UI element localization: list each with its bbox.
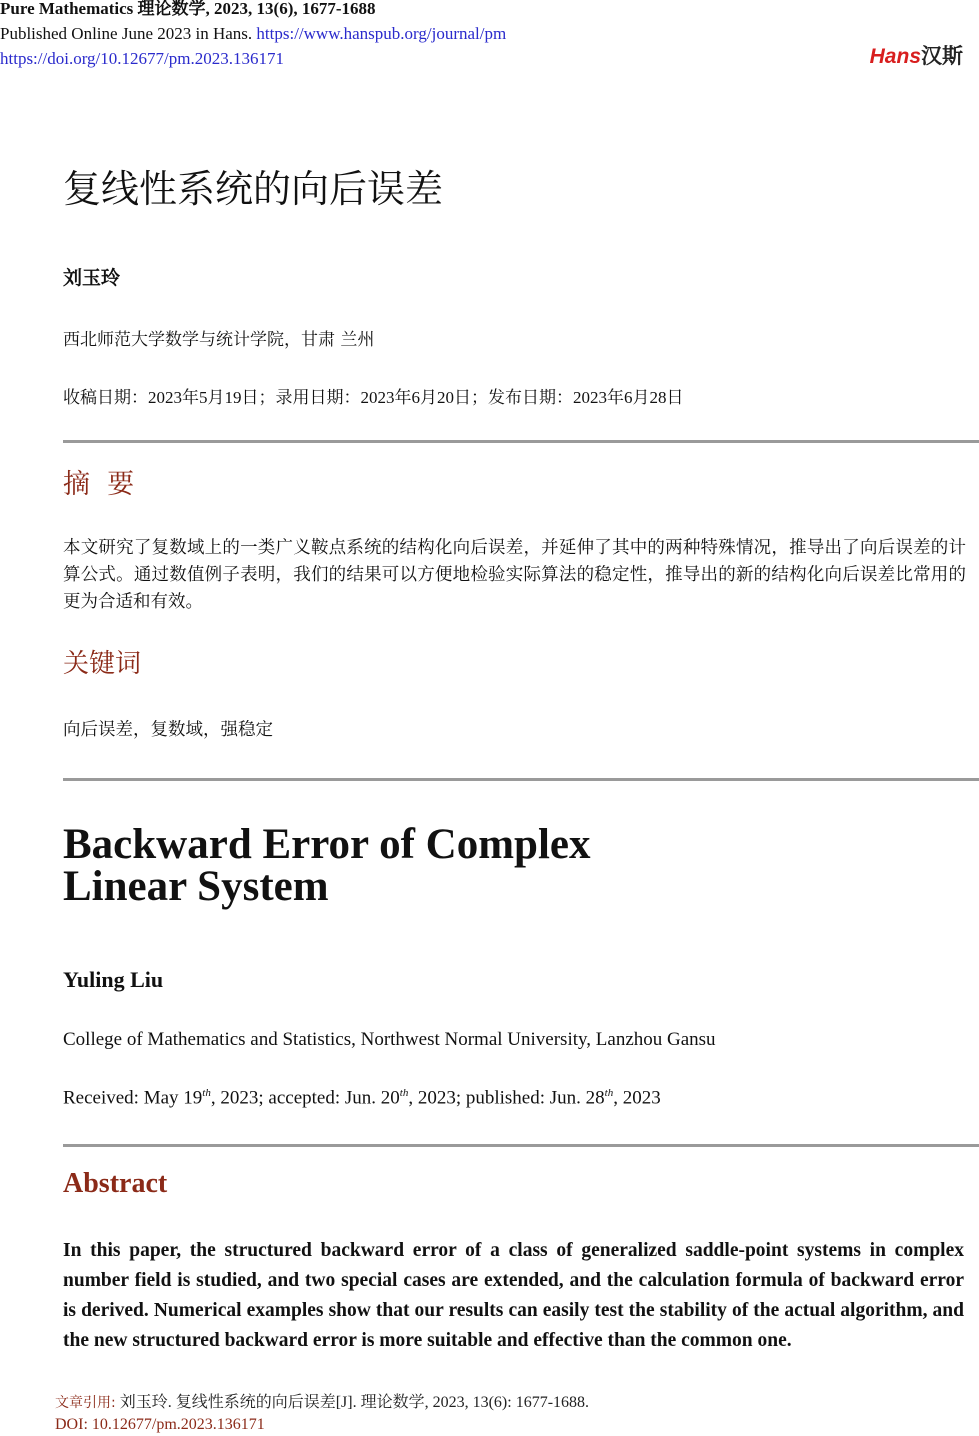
published-date: , 2023; published: Jun. 28	[408, 1087, 605, 1109]
chinese-abstract-heading: 摘 要	[63, 469, 135, 500]
year: , 2023	[613, 1087, 661, 1109]
english-author: Yuling Liu	[63, 967, 164, 992]
logo-latin: Hans	[869, 45, 921, 68]
logo-cjk: 汉斯	[921, 44, 963, 68]
keywords-heading: 关键词	[63, 649, 142, 679]
chinese-keywords: 向后误差，复数域，强稳定	[63, 720, 273, 740]
divider	[63, 440, 979, 443]
english-title	[63, 821, 591, 910]
title-line: Linear System	[63, 863, 329, 910]
received-date: Received: May 19	[63, 1087, 203, 1109]
sup: th	[604, 1087, 614, 1099]
published-text: Published Online June 2023 in Hans.	[0, 24, 253, 43]
chinese-affiliation: 西北师范大学数学与统计学院，甘肃 兰州	[63, 330, 375, 350]
chinese-author: 刘玉玲	[63, 267, 121, 289]
citation-footer	[55, 1392, 589, 1435]
published-line	[0, 22, 506, 46]
journal-link[interactable]: https://www.hanspub.org/journal/pm	[256, 24, 507, 43]
divider	[63, 1144, 979, 1147]
english-affiliation: College of Mathematics and Statistics, Northwest Normal University, Lanzhou Gansu	[63, 1029, 716, 1050]
sup: th	[399, 1087, 409, 1099]
abstract-heading: Abstract	[63, 1168, 168, 1199]
journal-info: Pure Mathematics 理论数学, 2023, 13(6), 1677-1688	[0, 0, 376, 18]
divider	[63, 778, 979, 781]
accepted-date: , 2023; accepted: Jun. 20	[210, 1087, 400, 1109]
chinese-abstract: 本文研究了复数域上的一类广义鞍点系统的结构化向后误差，并延伸了其中的两种特殊情况，推导出了向后误差的计算公式。通过数值例子表明，我们的结果可以方便地检验实际算法的稳定性，推导出的新的结构化向后误差比常用的更为合适和有效。	[63, 538, 966, 612]
footer-doi: DOI: 10.12677/pm.2023.136171	[55, 1416, 265, 1433]
chinese-dates: 收稿日期：2023年5月19日；录用日期：2023年6月20日；发布日期：2023年6月28日	[63, 388, 684, 407]
citation-text: 刘玉玲. 复线性系统的向后误差[J]. 理论数学, 2023, 13(6): 1677-1688.	[119, 1394, 590, 1411]
chinese-title: 复线性系统的向后误差	[63, 167, 444, 211]
cite-label: 文章引用:	[55, 1395, 116, 1411]
hans-logo	[870, 40, 963, 70]
sup: th	[202, 1087, 211, 1099]
english-abstract: In this paper, the structured backward error of a class of generalized saddle-point systems in complex number field is studied, and two special cases are extended, and the calculation formula of backward error is derived. Numerical examples show that our results can easily test the stability of the actual algorithm, and the new structured backward error is more suitable and effective than the common one.	[63, 1240, 964, 1351]
title-line: Backward Error of Complex	[63, 821, 591, 868]
doi-link[interactable]: https://doi.org/10.12677/pm.2023.136171	[0, 49, 284, 68]
english-dates	[63, 1087, 661, 1109]
